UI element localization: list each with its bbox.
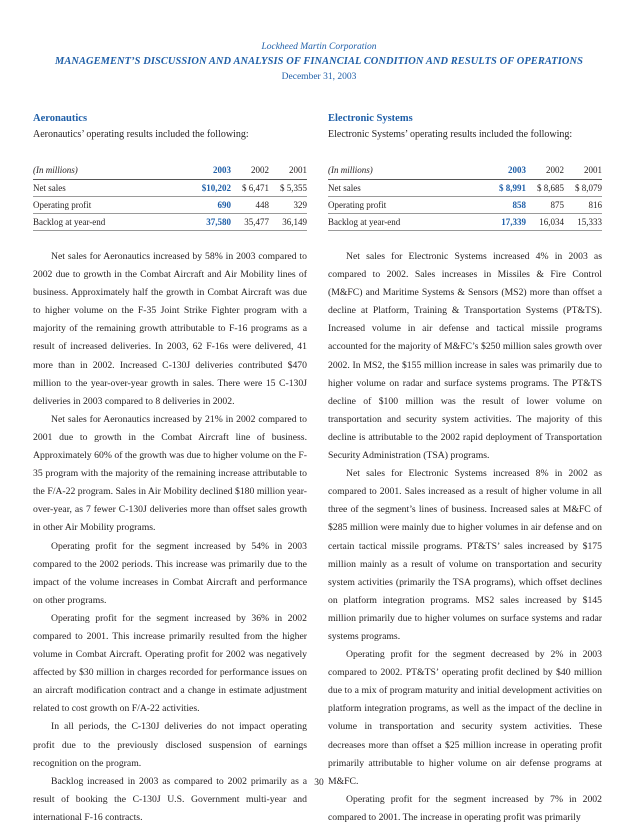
row-label: Backlog at year-end [33,214,191,231]
section-intro: Electronic Systems’ operating results included the following: [328,129,573,140]
row-label: Net sales [33,180,191,197]
table-header-row [33,161,307,180]
column-header-label: (In millions) [328,161,486,180]
column-header-year: 2002 [526,161,564,180]
cell-value: 858 [486,197,526,214]
cell-value: $ 8,079 [564,180,602,197]
cell-value: $ 5,355 [269,180,307,197]
cell-value: $ 8,991 [486,180,526,197]
body-paragraph: Operating profit for the segment decreased by 2% in 2003 compared to 2002. PT&TS’ operating profit declined by $40 million due to a mix of program maturity and initial development activities on platform integration programs, as well as the impact of the decline in volume in transportation and security system activities. These decreases more than offset a $25 million increase in operating profit primarily attributable to higher volume on air defense programs at M&FC. [328,649,602,787]
row-label: Operating profit [33,197,191,214]
report-date: December 31, 2003 [281,72,357,82]
cell-value: 448 [231,197,269,214]
cell-value: 690 [191,197,231,214]
body-paragraph: Net sales for Aeronautics increased by 21% in 2002 compared to 2001 due to growth in the Combat Aircraft line of business. Approximately 60% of the growth was due to higher volume on the F-35 program with the majority of the remaining increase attributable to the F/A-22 program. Sales in Air Mobility declined $180 million year-over-year, as 7 fewer C-130J deliveries more than offset sales growth in other Air Mobility programs. [33,413,307,534]
row-label: Net sales [328,180,486,197]
table-row [328,214,602,231]
cell-value: $10,202 [191,180,231,197]
column-header-year: 2003 [486,161,526,180]
cell-value: 15,333 [564,214,602,231]
cell-value: 35,477 [231,214,269,231]
cell-value: 37,580 [191,214,231,231]
column-header-year: 2001 [564,161,602,180]
column-header-label: (In millions) [33,161,191,180]
column-header-year: 2002 [231,161,269,180]
cell-value: 16,034 [526,214,564,231]
body-paragraph: Backlog increased in 2003 as compared to 2002 primarily as a result of booking the C-130J U.S. Government multi-year and international F-16 contracts. [33,775,307,823]
page-number: 30 [314,778,324,788]
body-paragraph: Operating profit for the segment increased by 54% in 2003 compared to the 2002 periods. This increase was primarily due to the impact of the volume increases in Combat Aircraft and performance on other programs. [33,540,307,606]
results-table [328,161,602,231]
table-row [33,214,307,231]
electronic-systems-section [328,112,602,827]
section-title: Electronic Systems [328,113,413,124]
cell-value: 36,149 [269,214,307,231]
section-title: Aeronautics [33,113,88,124]
table-header-row [328,161,602,180]
row-label: Backlog at year-end [328,214,486,231]
table-row [33,180,307,197]
column-header-year: 2003 [191,161,231,180]
company-name: Lockheed Martin Corporation [261,42,377,52]
cell-value: 329 [269,197,307,214]
section-body [328,248,602,827]
table-row [33,197,307,214]
body-paragraph: Operating profit for the segment increased by 36% in 2002 compared to 2001. This increase primarily resulted from the higher volume in Combat Aircraft. Operating profit for 2002 was negatively affected by $30 million in charges recorded for performance issues on an aircraft modification contract and a change in estimate adjustment related to cost growth on F/A-22 activities. [33,612,307,715]
cell-value: 875 [526,197,564,214]
aeronautics-section [33,112,307,827]
cell-value: 17,339 [486,214,526,231]
cell-value: $ 8,685 [526,180,564,197]
body-paragraph: Net sales for Electronic Systems increased 4% in 2003 as compared to 2002. Sales increases in Missiles & Fire Control (M&FC) and Maritime Systems & Sensors (MS2) more than offset a decline at Platform, Training & Transportation Systems (PT&TS). Increased volume in air defense and tactical missile programs accounted for the majority of M&FC’s $250 million sales growth over 2002. In MS2, the $155 million increase in sales was primarily due to higher volume on radar and surface systems programs. The PT&TS decline of $100 million was the result of lower volume on transportation and security system activities. The majority of this decline is attributable to the 2002 rapid deployment of Transportation Security Administration (TSA) programs. [328,251,602,462]
cell-value: 816 [564,197,602,214]
cell-value: $ 6,471 [231,180,269,197]
table-row [328,197,602,214]
body-paragraph: Net sales for Aeronautics increased by 58% in 2003 compared to 2002 due to growth in the Combat Aircraft and Air Mobility lines of business. Approximately half the growth in Combat Aircraft was due to higher volume on the F-35 Joint Strike Fighter program with a majority of the remaining growth attributable to F-16 programs as a result of increased deliveries. In 2003, 62 F-16s were delivered, 41 more than in 2002. Increased C-130J deliveries contributed $470 million to the year-over-year growth in sales. There were 15 C-130J deliveries in 2003 compared to 8 deliveries in 2002. [33,251,307,407]
section-body [33,248,307,827]
table-row [328,180,602,197]
body-paragraph: In all periods, the C-130J deliveries do not impact operating profit due to the previously disclosed suspension of earnings recognition on the program. [33,721,307,769]
row-label: Operating profit [328,197,486,214]
section-intro: Aeronautics’ operating results included the following: [33,129,249,140]
column-header-year: 2001 [269,161,307,180]
results-table [33,161,307,231]
body-paragraph: Net sales for Electronic Systems increased 8% in 2002 as compared to 2001. Sales increased as a result of higher volume in all three of the segment’s lines of business. Increased sales at M&FC of $285 million were mainly due to higher volumes in air defense and on certain tactical missile programs. PT&TS’ sales increased by $175 million mainly as a result of volume on transportation and security system activities (primarily the TSA programs), which offset declines on platform integration programs. MS2 sales increased by $145 million primarily due to higher volumes on surface systems and radar systems programs. [328,468,602,642]
body-paragraph: Operating profit for the segment increased by 7% in 2002 compared to 2001. The increase in operating profit was primarily [328,793,602,823]
page-title: MANAGEMENT’S DISCUSSION AND ANALYSIS OF FINANCIAL CONDITION AND RESULTS OF OPERATIONS [55,56,583,67]
